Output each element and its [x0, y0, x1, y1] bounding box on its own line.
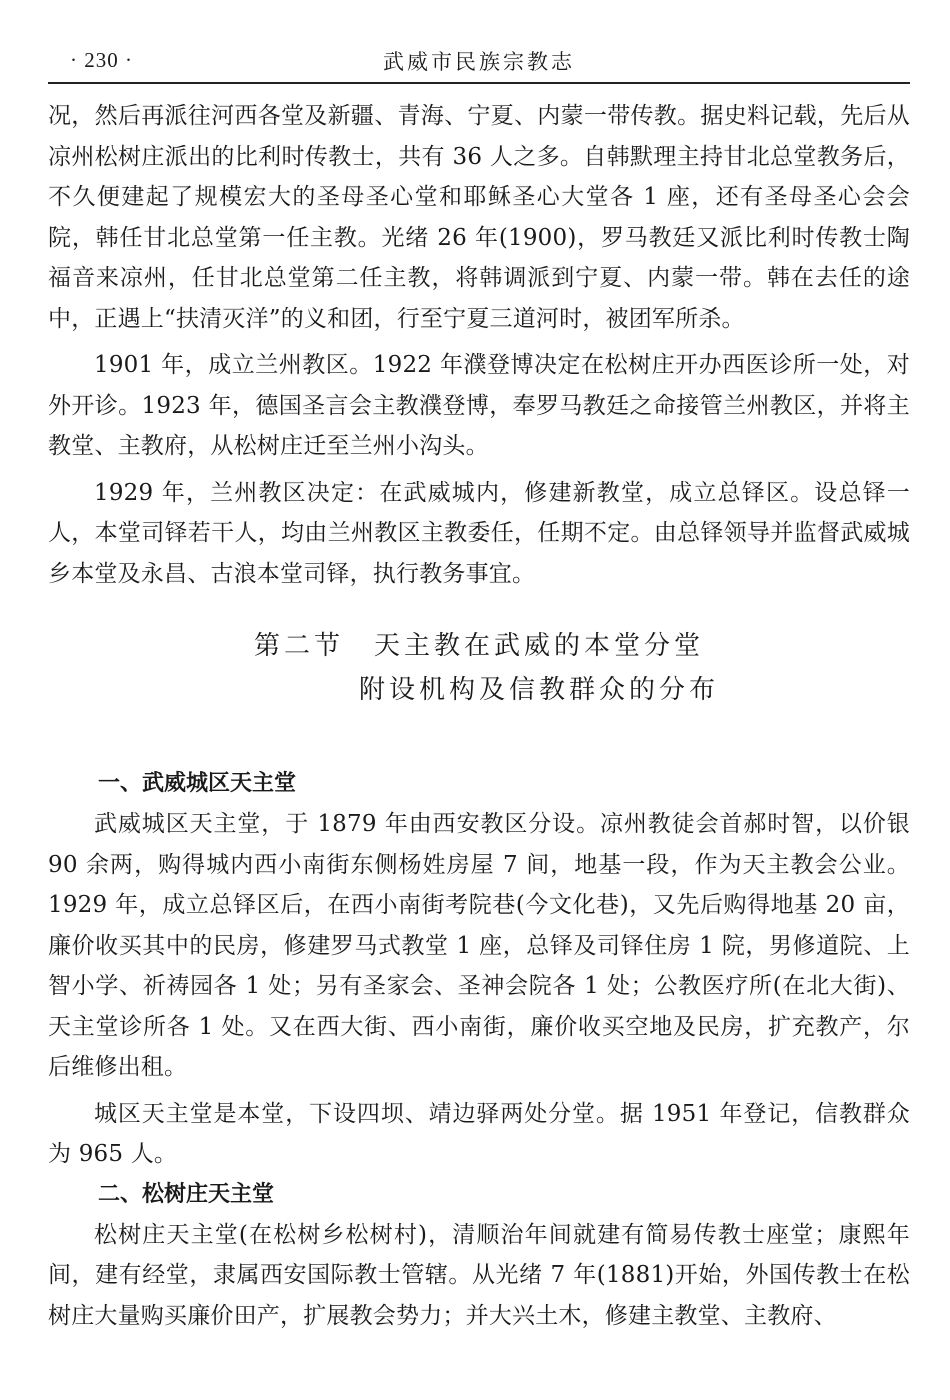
subsection-heading: 一、武威城区天主堂	[98, 771, 297, 796]
paragraph: 1901 年，成立兰州教区。1922 年濮登博决定在松树庄开办西医诊所一处，对外开诊。1923 年，德国圣言会主教濮登博，奉罗马教廷之命接管兰州教区，并将主教堂、主教府，从松树庄迁至兰州小沟头。	[48, 352, 910, 459]
paragraph: 武威城区天主堂，于 1879 年由西安教区分设。凉州教徒会首郝时智，以价银 90 余两，购得城内西小南街东侧杨姓房屋 7 间，地基一段，作为天主教会公业。1929 年，成立总铎区后，在西小南街考院巷(今文化巷)，又先后购得地基 20 亩，廉价收买其中的民房，修建罗马式教堂 1 座，总铎及司铎住房 1 院，男修道院、上智小学、祈祷园各 1 处；另有圣家会、圣神会院各 1 处；公教医疗所(在北大街)、天主堂诊所各 1 处。又在西大街、西小南街，廉价收买空地及民房，扩充教产，尔后维修出租。	[48, 811, 910, 1080]
section-title-line-2: 附设机构及信教群众的分布	[358, 675, 719, 705]
section-title-line-1: 第二节 天主教在武威的本堂分堂	[253, 631, 704, 661]
page-header	[48, 44, 910, 84]
paragraph: 况，然后再派往河西各堂及新疆、青海、宁夏、内蒙一带传教。据史料记载，先后从凉州松树庄派出的比利时传教士，共有 36 人之多。自韩默理主持甘北总堂教务后，不久便建起了规模宏大的圣母圣心堂和耶稣圣心大堂各 1 座，还有圣母圣心会会院，韩任甘北总堂第一任主教。光绪 26 年(1900)，罗马教廷又派比利时传教士陶福音来凉州，任甘北总堂第二任主教，将韩调派到宁夏、内蒙一带。韩在去任的途中，正遇上“扶清灭洋”的义和团，行至宁夏三道河时，被团军所杀。	[48, 103, 910, 332]
paragraph: 城区天主堂是本堂，下设四坝、靖边驿两处分堂。据 1951 年登记，信教群众为 965 人。	[48, 1100, 910, 1167]
paragraph: 1929 年，兰州教区决定：在武威城内，修建新教堂，成立总铎区。设总铎一人，本堂司铎若干人，均由兰州教区主教委任，任期不定。由总铎领导并监督武威城乡本堂及永昌、古浪本堂司铎，执行教务事宜。	[48, 479, 910, 587]
section-title	[48, 624, 910, 712]
page-number: · 230 ·	[70, 48, 133, 72]
subsection-heading: 二、松树庄天主堂	[98, 1181, 275, 1207]
page-body	[48, 96, 910, 1336]
paragraph: 松树庄天主堂(在松树乡松树村)，清顺治年间就建有简易传教士座堂；康熙年间，建有经堂，隶属西安国际教士管辖。从光绪 7 年(1881)开始，外国传教士在松树庄大量购买廉价田产，扩展教会势力；并大兴土木，修建主教堂、主教府、	[48, 1221, 910, 1329]
running-title: 武威市民族宗教志	[383, 50, 575, 74]
